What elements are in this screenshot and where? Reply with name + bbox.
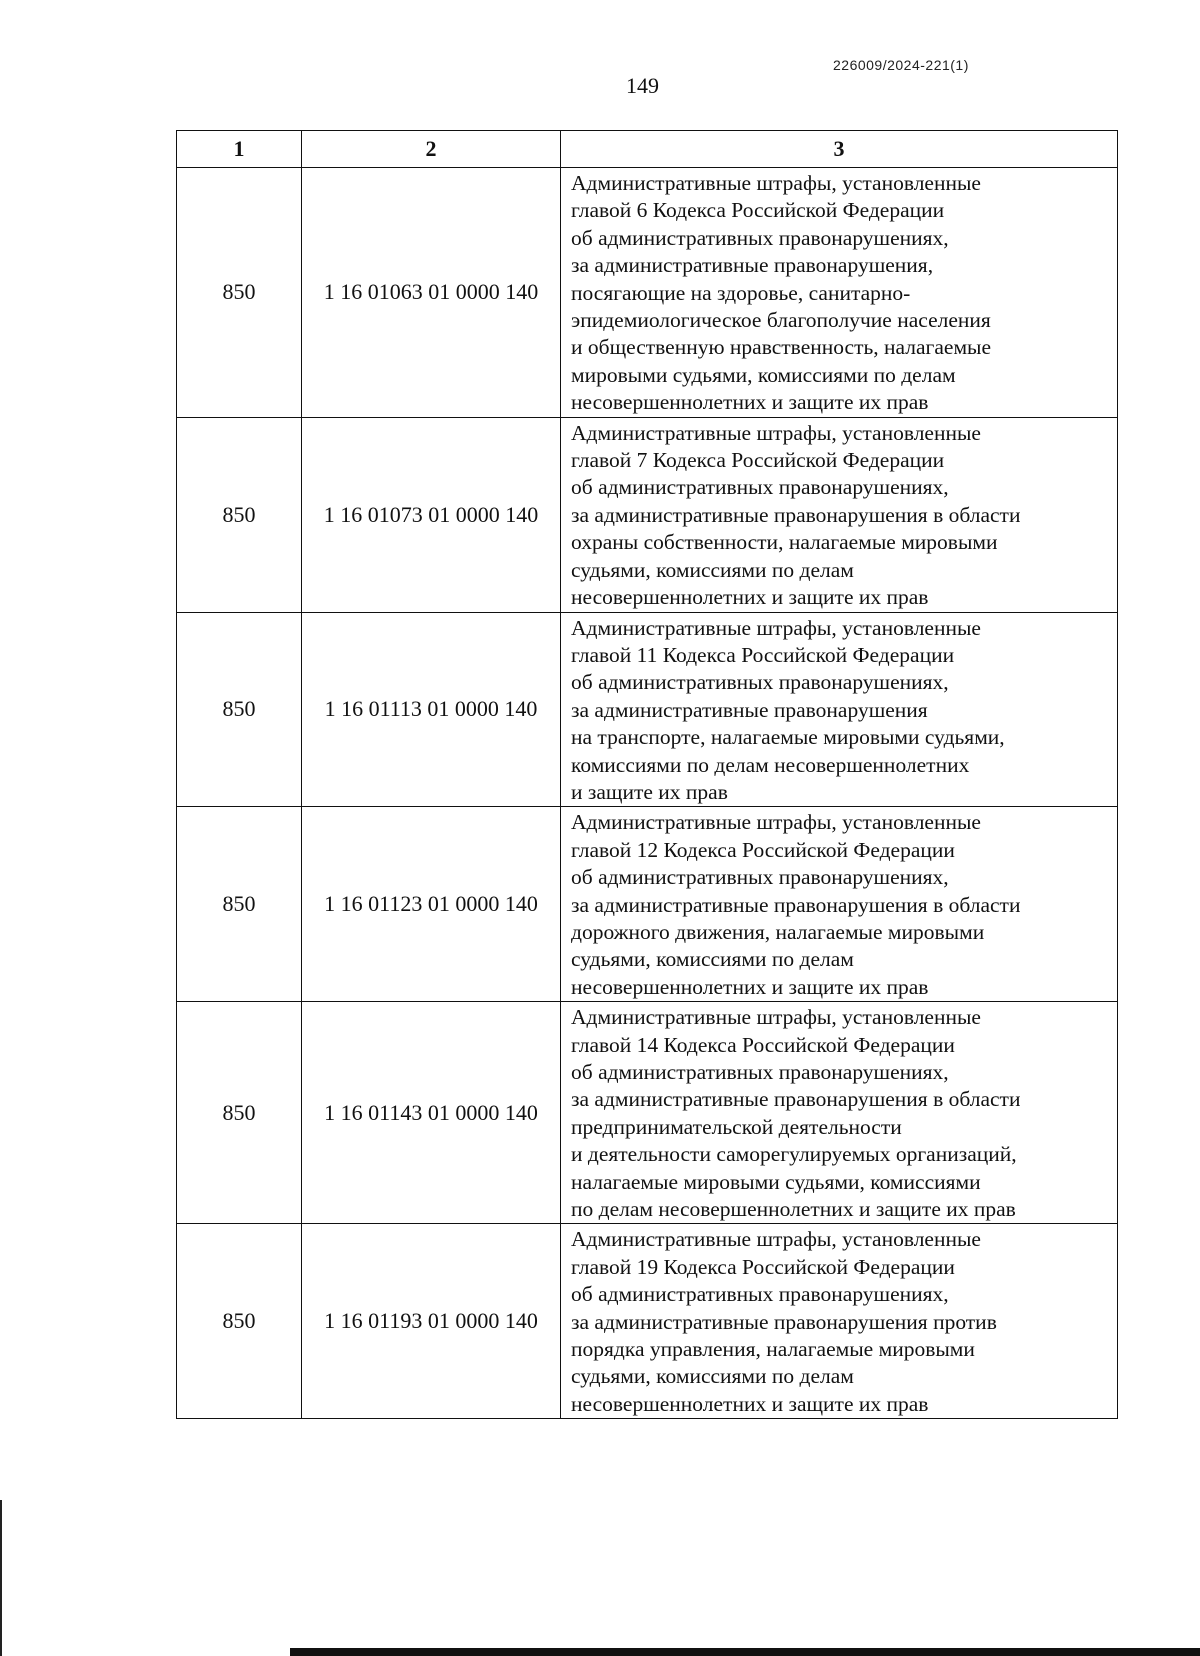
kbk-code-cell: 1 16 01063 01 0000 140 [302, 168, 561, 418]
table-row [177, 1224, 1118, 1419]
column-header-1: 1 [177, 131, 302, 168]
admin-code-cell: 850 [177, 168, 302, 418]
description-cell: Административные штрафы, установленные главой 12 Кодекса Российской Федерации об административных правонарушениях, за административные правонарушения в области дорожного движения, налагаемые мировыми судьями, комиссиями по делам несовершеннолетних и защите их прав [561, 807, 1118, 1002]
document-id: 226009/2024-221(1) [833, 57, 969, 73]
fines-table [176, 130, 1118, 1419]
table-header-row [177, 131, 1118, 168]
page-number: 149 [626, 73, 659, 98]
table-row [177, 168, 1118, 418]
scan-edge-line [0, 1500, 2, 1656]
kbk-code-cell: 1 16 01113 01 0000 140 [302, 612, 561, 807]
admin-code-cell: 850 [177, 612, 302, 807]
table-row [177, 612, 1118, 807]
description-cell: Административные штрафы, установленные главой 11 Кодекса Российской Федерации об административных правонарушениях, за административные правонарушения на транспорте, налагаемые мировыми судьями, комиссиями по делам несовершеннолетних и защите их прав [561, 612, 1118, 807]
scan-bottom-edge [290, 1648, 1200, 1656]
description-cell: Административные штрафы, установленные главой 6 Кодекса Российской Федерации об административных правонарушениях, за административные правонарушения, посягающие на здоровье, санитарно- эпидемиологическое благополучие населения и общественную нравственность, налагаемые мировыми судьями, комиссиями по делам несовершеннолетних и защите их прав [561, 168, 1118, 418]
table-row [177, 807, 1118, 1002]
kbk-code-cell: 1 16 01073 01 0000 140 [302, 417, 561, 612]
description-cell: Административные штрафы, установленные главой 19 Кодекса Российской Федерации об административных правонарушениях, за административные правонарушения против порядка управления, налагаемые мировыми судьями, комиссиями по делам несовершеннолетних и защите их прав [561, 1224, 1118, 1419]
description-cell: Административные штрафы, установленные главой 7 Кодекса Российской Федерации об административных правонарушениях, за административные правонарушения в области охраны собственности, налагаемые мировыми судьями, комиссиями по делам несовершеннолетних и защите их прав [561, 417, 1118, 612]
kbk-code-cell: 1 16 01143 01 0000 140 [302, 1002, 561, 1224]
column-header-3: 3 [561, 131, 1118, 168]
column-header-2: 2 [302, 131, 561, 168]
description-cell: Административные штрафы, установленные главой 14 Кодекса Российской Федерации об административных правонарушениях, за административные правонарушения в области предпринимательской деятельности и деятельности саморегулируемых организаций, налагаемые мировыми судьями, комиссиями по делам несовершеннолетних и защите их прав [561, 1002, 1118, 1224]
admin-code-cell: 850 [177, 417, 302, 612]
kbk-code-cell: 1 16 01193 01 0000 140 [302, 1224, 561, 1419]
admin-code-cell: 850 [177, 1002, 302, 1224]
table-row [177, 1002, 1118, 1224]
admin-code-cell: 850 [177, 807, 302, 1002]
kbk-code-cell: 1 16 01123 01 0000 140 [302, 807, 561, 1002]
table-row [177, 417, 1118, 612]
admin-code-cell: 850 [177, 1224, 302, 1419]
